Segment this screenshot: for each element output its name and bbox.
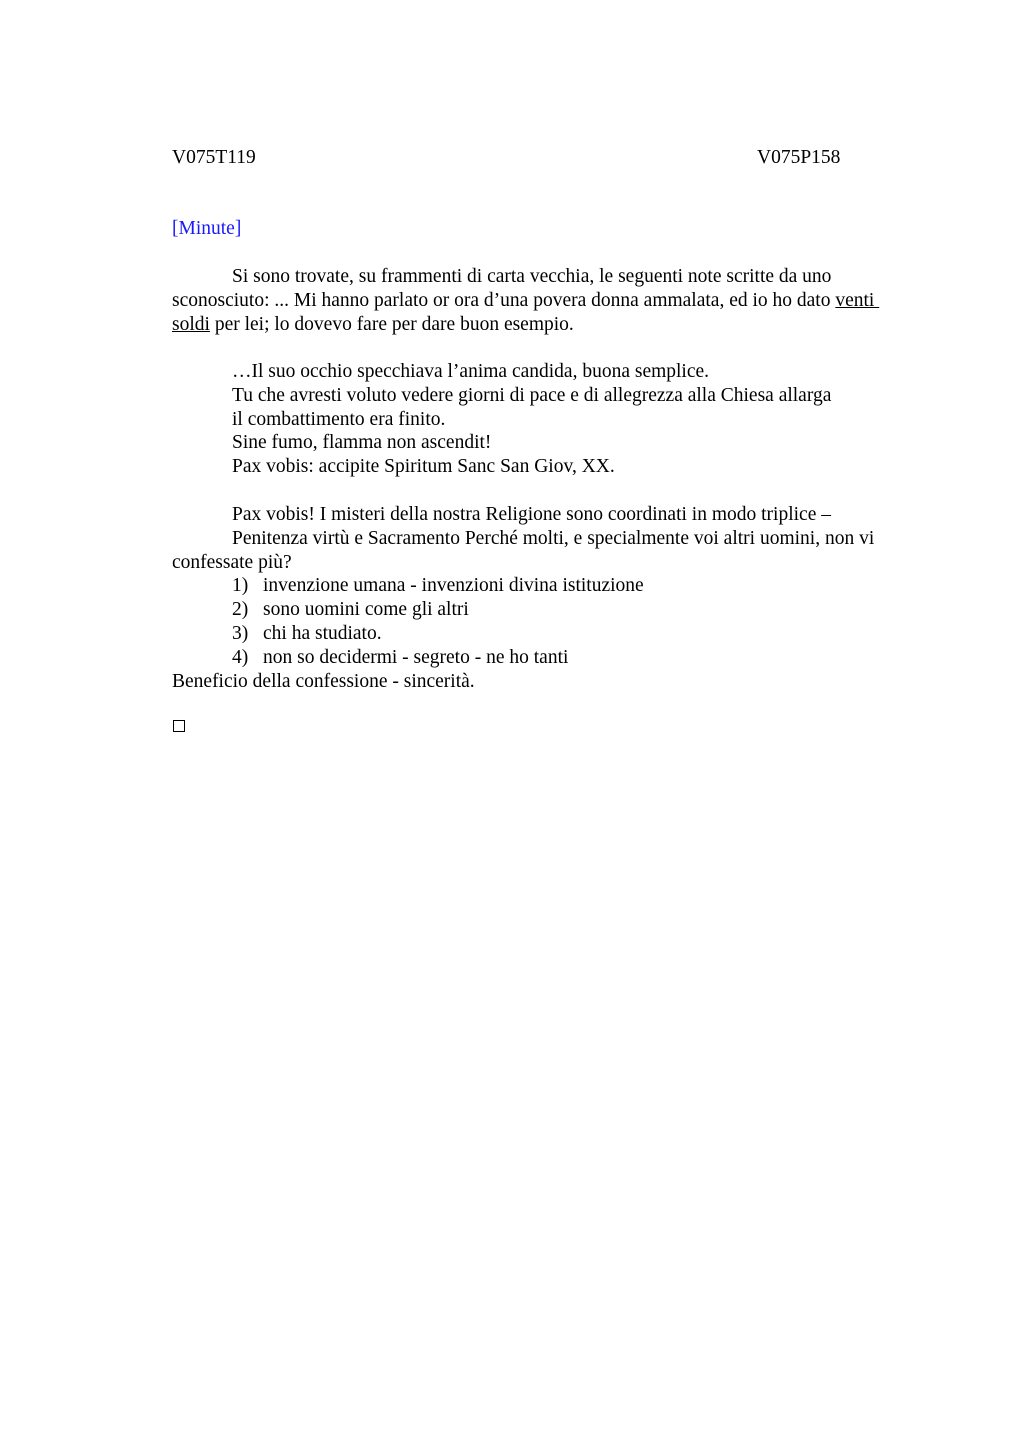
list-item-number: 4) [232,647,249,668]
list-item: sono uomini come gli altri [263,599,469,620]
paragraph1-line3-text: per lei; lo dovevo fare per dare buon esempio. [209,314,574,335]
paragraph2-line3: confessate più? [172,552,292,573]
list-item-number: 1) [232,575,249,596]
paragraph2-line2: Penitenza virtù e Sacramento Perché molti, e specialmente voi altri uomini, non vi [232,528,875,549]
list-item: invenzione umana - invenzioni divina istituzione [263,575,644,596]
paragraph1-line1: Si sono trovate, su frammenti di carta vecchia, le seguenti note scritte da uno [232,266,832,287]
header-left-code: V075T119 [172,147,256,168]
note-line: Sine fumo, flamma non ascendit! [232,432,492,453]
paragraph2-line1: Pax vobis! I misteri della nostra Religione sono coordinati in modo triplice – [232,504,831,525]
list-item: chi ha studiato. [263,623,382,644]
note-line: Pax vobis: accipite Spiritum Sanc San Giov, XX. [232,456,615,477]
note-line: Tu che avresti voluto vedere giorni di pace e di allegrezza alla Chiesa allarga [232,385,832,406]
underlined-amount-part2: soldi [172,314,210,335]
closing-line: Beneficio della confessione - sincerità. [172,671,475,692]
paragraph1-line2 [172,289,879,313]
paragraph1-line3 [172,313,574,337]
section-label: [Minute] [172,218,242,239]
list-item-number: 2) [232,599,249,620]
underlined-amount-part1: venti [835,290,880,311]
list-item: non so decidermi - segreto - ne ho tanti [263,647,569,668]
header-right-code: V075P158 [757,147,841,168]
note-line: il combattimento era finito. [232,409,446,430]
paragraph1-line2-text: sconosciuto: ... Mi hanno parlato or ora d’una povera donna ammalata, ed io ho dato [172,290,836,311]
list-item-number: 3) [232,623,249,644]
checkbox-square-icon [173,720,185,732]
note-line: …Il suo occhio specchiava l’anima candida, buona semplice. [232,361,710,382]
